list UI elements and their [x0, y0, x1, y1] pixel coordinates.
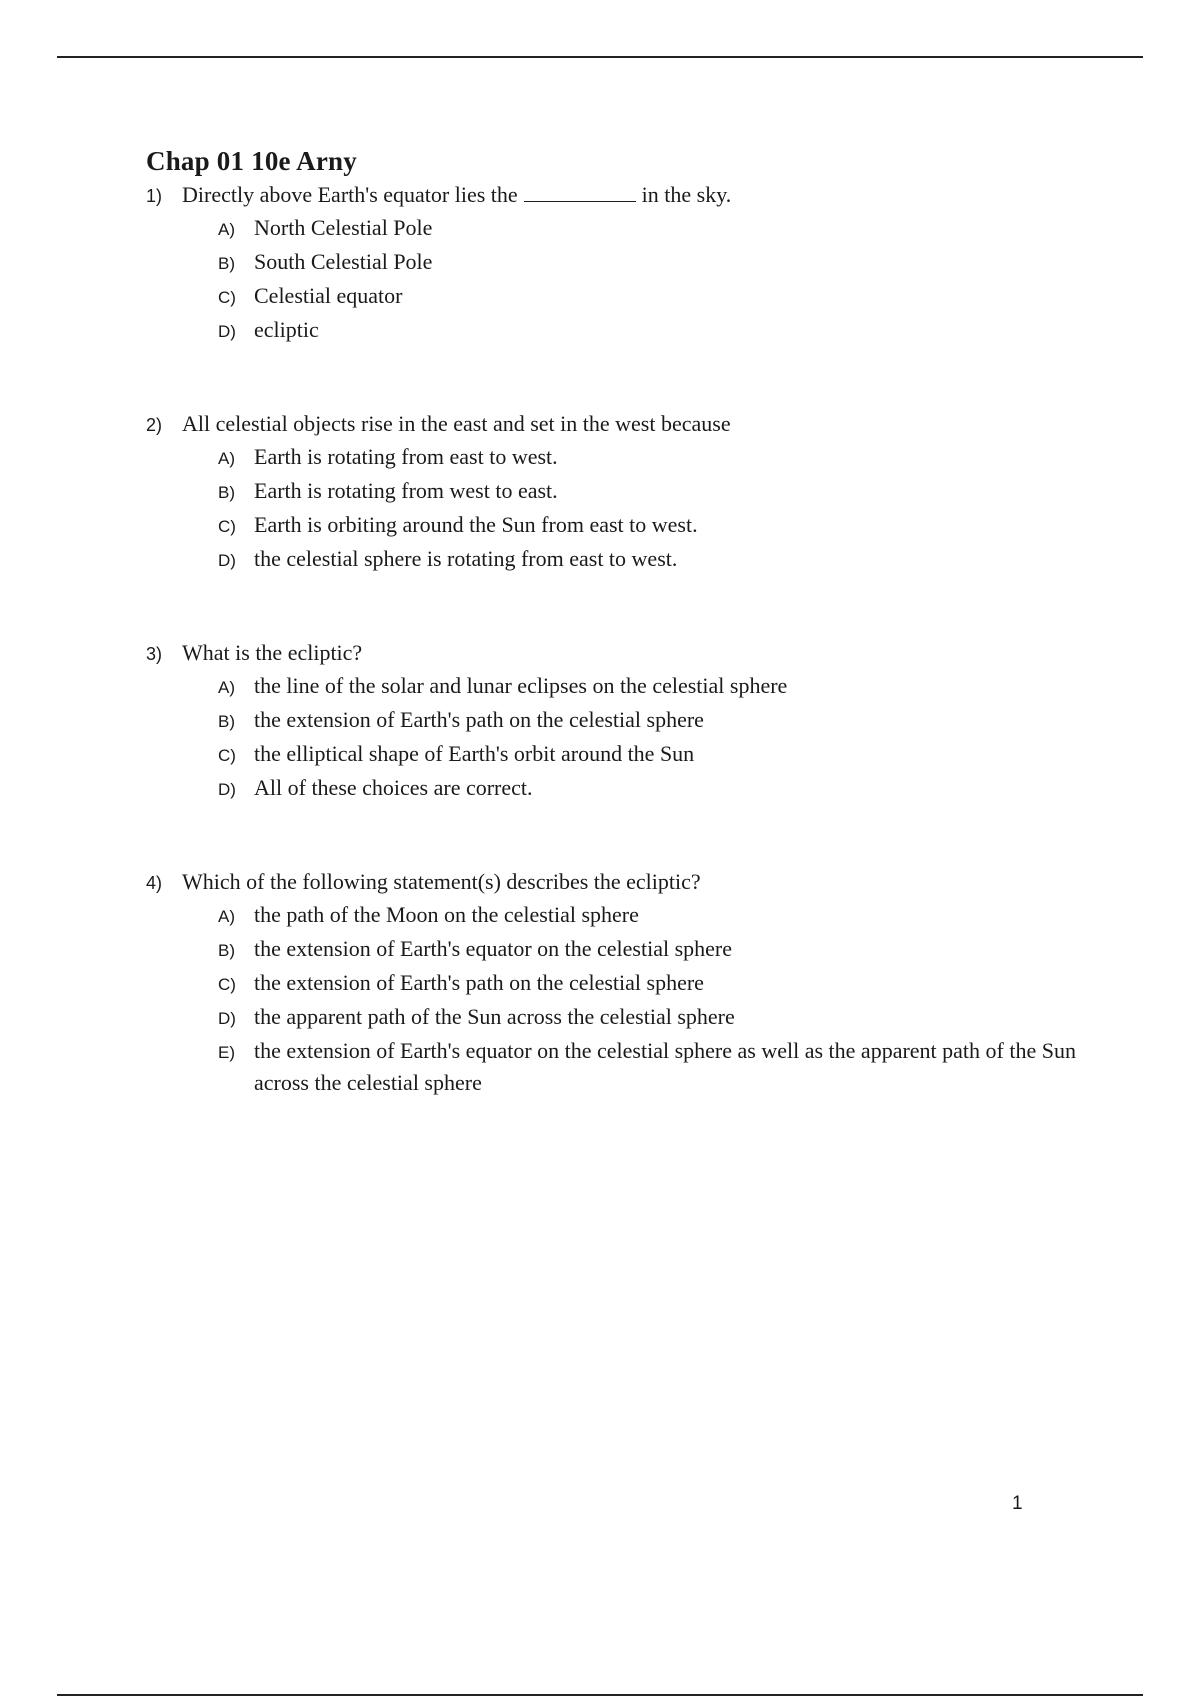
option-text: North Celestial Pole	[254, 215, 433, 240]
page-number: 1	[1012, 1493, 1023, 1514]
answer-option-a	[218, 670, 1126, 704]
option-letter: A)	[218, 678, 235, 697]
answer-option-a	[218, 899, 1126, 933]
answer-option-b	[218, 933, 1126, 967]
question-text: All celestial objects rise in the east and set in the west because	[182, 411, 731, 436]
answer-options	[146, 441, 1126, 577]
option-text: ecliptic	[254, 317, 319, 342]
question-number: 3)	[146, 644, 163, 664]
question-4	[146, 866, 1126, 1099]
question-3	[146, 637, 1126, 806]
answer-option-c	[218, 967, 1126, 1001]
option-text: the extension of Earth's equator on the celestial sphere as well as the apparent path of the Sun across the celestial sphere	[254, 1038, 1076, 1095]
question-text-before-blank: Directly above Earth's equator lies the	[182, 182, 518, 207]
question-text-after-blank: in the sky.	[641, 182, 732, 207]
option-text: the extension of Earth's equator on the celestial sphere	[254, 936, 733, 961]
question-text: Which of the following statement(s) describes the ecliptic?	[182, 869, 701, 894]
question-number: 2)	[146, 415, 163, 435]
option-text: the extension of Earth's path on the celestial sphere	[254, 707, 704, 732]
option-text: All of these choices are correct.	[254, 775, 533, 800]
question-text	[182, 179, 1126, 211]
answer-option-d	[218, 772, 1126, 806]
option-letter: A)	[218, 220, 235, 239]
option-text: South Celestial Pole	[254, 249, 433, 274]
answer-option-b	[218, 246, 1126, 280]
question-1	[146, 179, 1126, 348]
option-letter: E)	[218, 1043, 235, 1062]
option-letter: D)	[218, 551, 236, 570]
answer-option-a	[218, 441, 1126, 475]
option-letter: C)	[218, 746, 236, 765]
option-text: Earth is rotating from west to east.	[254, 478, 558, 503]
option-letter: C)	[218, 975, 236, 994]
option-letter: D)	[218, 780, 236, 799]
option-letter: B)	[218, 483, 235, 502]
document-title: Chap 01 10e Arny	[146, 146, 357, 176]
option-letter: A)	[218, 449, 235, 468]
option-letter: B)	[218, 941, 235, 960]
question-stem	[146, 866, 1126, 899]
answer-options	[146, 899, 1126, 1099]
bottom-rule	[57, 1694, 1143, 1696]
option-text: Earth is rotating from east to west.	[254, 444, 558, 469]
question-stem	[146, 637, 1126, 670]
option-letter: A)	[218, 907, 235, 926]
question-2	[146, 408, 1126, 577]
option-text: the celestial sphere is rotating from east to west.	[254, 546, 678, 571]
option-letter: D)	[218, 1009, 236, 1028]
option-letter: D)	[218, 322, 236, 341]
question-number: 1)	[146, 186, 163, 206]
answer-option-e	[218, 1035, 1126, 1099]
answer-blank	[524, 200, 636, 202]
question-stem	[146, 408, 1126, 441]
answer-option-a	[218, 212, 1126, 246]
answer-options	[146, 212, 1126, 348]
option-text: the path of the Moon on the celestial sphere	[254, 902, 639, 927]
answer-option-d	[218, 543, 1126, 577]
answer-option-b	[218, 475, 1126, 509]
answer-option-c	[218, 509, 1126, 543]
option-letter: B)	[218, 712, 235, 731]
option-text: the line of the solar and lunar eclipses on the celestial sphere	[254, 673, 788, 698]
question-stem	[146, 179, 1126, 212]
answer-options	[146, 670, 1126, 806]
answer-option-b	[218, 704, 1126, 738]
quiz-content	[146, 143, 1126, 1099]
option-text: the extension of Earth's path on the celestial sphere	[254, 970, 704, 995]
answer-option-c	[218, 280, 1126, 314]
option-text: Earth is orbiting around the Sun from east to west.	[254, 512, 698, 537]
option-text: Celestial equator	[254, 283, 403, 308]
answer-option-d	[218, 1001, 1126, 1035]
question-number: 4)	[146, 873, 163, 893]
answer-option-d	[218, 314, 1126, 348]
top-rule	[57, 56, 1143, 58]
option-text: the elliptical shape of Earth's orbit around the Sun	[254, 741, 695, 766]
option-letter: B)	[218, 254, 235, 273]
option-text: the apparent path of the Sun across the celestial sphere	[254, 1004, 735, 1029]
question-text: What is the ecliptic?	[182, 640, 363, 665]
option-letter: C)	[218, 288, 236, 307]
answer-option-c	[218, 738, 1126, 772]
option-letter: C)	[218, 517, 236, 536]
